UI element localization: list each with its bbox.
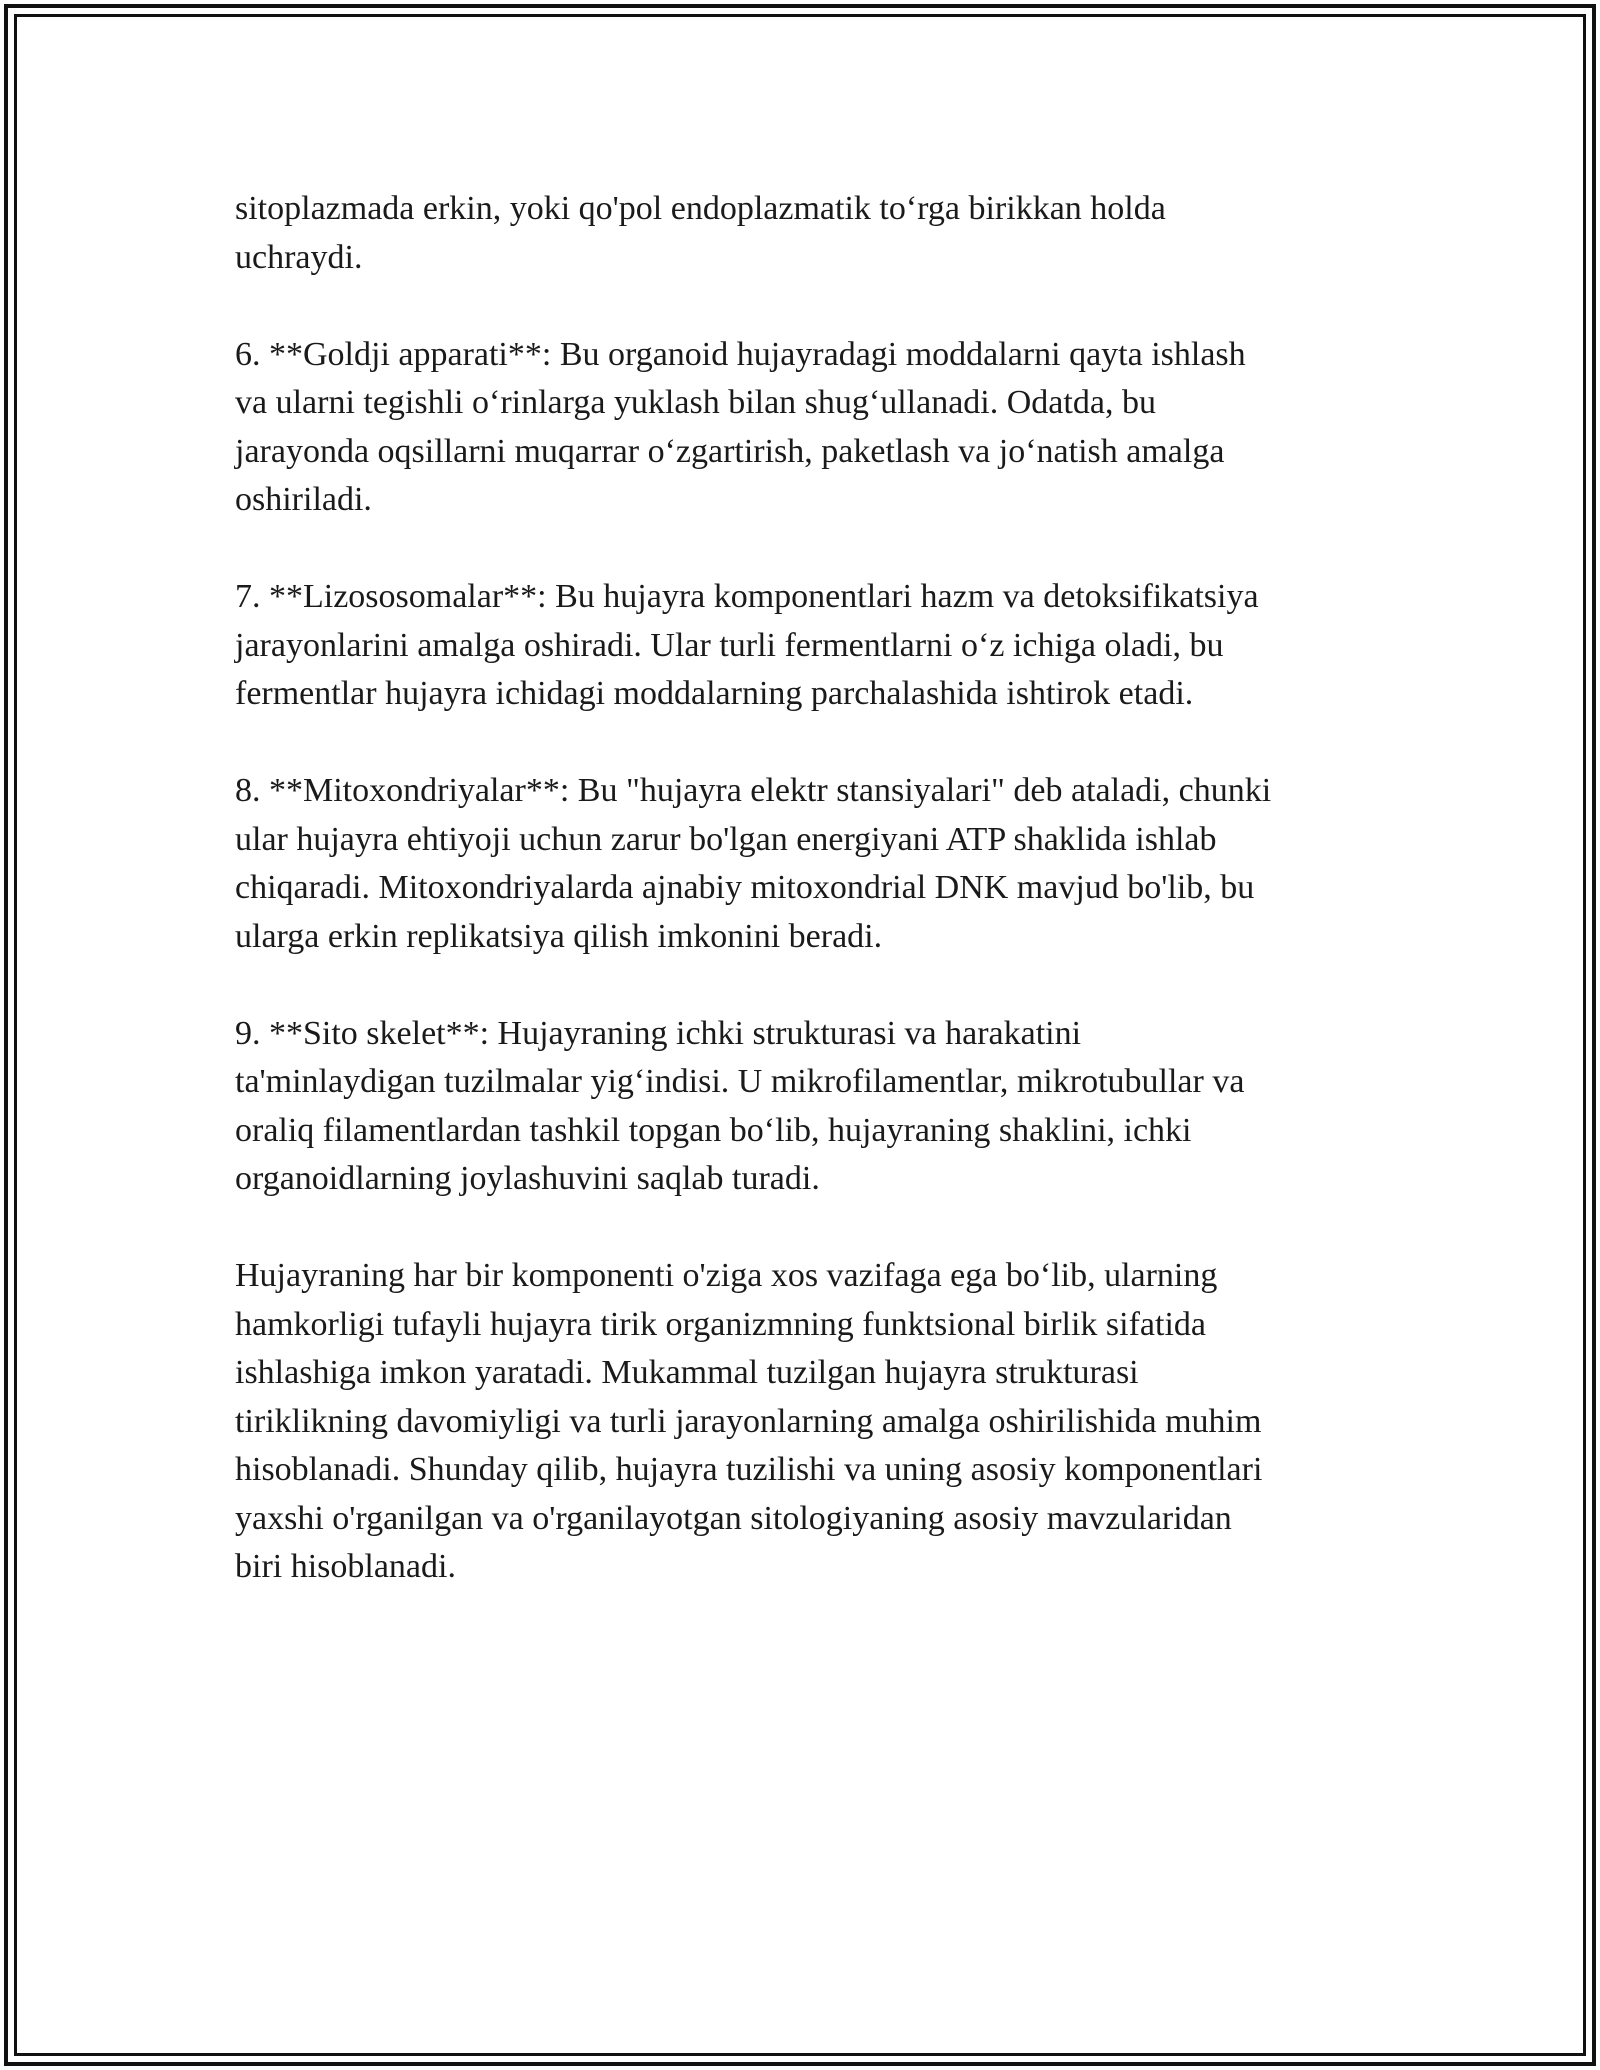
paragraph-cytoskeleton: 9. **Sito skelet**: Hujayraning ichki strukturasi va harakatini ta'minlaydigan tuzilmalar yig‘indisi. U mikrofilamentlar, mikrotubullar va oraliq filamentlardan tashkil topgan bo‘lib, hujayraning shaklini, ichki organoidlarning joylashuvini saqlab turadi. [235,1014,1245,1197]
document-body [235,185,1385,1592]
paragraph-lysosomes: 7. **Lizososomalar**: Bu hujayra komponentlari hazm va detoksifikatsiya jarayonlarini amalga oshiradi. Ular turli fermentlarni o‘z ichiga oladi, bu fermentlar hujayra ichidagi moddalarning parchalashida ishtirok etadi. [235,578,1259,712]
paragraph-golgi-apparatus: 6. **Goldji apparati**: Bu organoid hujayradagi moddalarni qayta ishlash va ularni tegishli o‘rinlarga yuklash bilan shug‘ullanadi. Odatda, bu jarayonda oqsillarni muqarrar o‘zgartirish, paketlash va jo‘natish amalga oshiriladi. [235,335,1246,518]
paragraph-ribosome-continuation: sitoplazmada erkin, yoki qo'pol endoplazmatik to‘rga birikkan holda uchraydi. [235,190,1166,276]
paragraph-mitochondria: 8. **Mitoxondriyalar**: Bu "hujayra elektr stansiyalari" deb ataladi, chunki ular hujayra ehtiyoji uchun zarur bo'lgan energiyani ATP shaklida ishlab chiqaradi. Mitoxondriyalarda ajnabiy mitoxondrial DNK mavjud bo'lib, bu ularga erkin replikatsiya qilish imkonini beradi. [235,772,1272,955]
paragraph-conclusion: Hujayraning har bir komponenti o'ziga xos vazifaga ega bo‘lib, ularning hamkorligi tufayli hujayra tirik organizmning funktsional birlik sifatida ishlashiga imkon yaratadi. Mukammal tuzilgan hujayra strukturasi tiriklikning davomiyligi va turli jarayonlarning amalga oshirilishida muhim hisoblanadi. Shunday qilib, hujayra tuzilishi va uning asosiy komponentlari yaxshi o'rganilgan va o'rganilayotgan sitologiyaning asosiy mavzularidan biri hisoblanadi. [235,1257,1263,1585]
